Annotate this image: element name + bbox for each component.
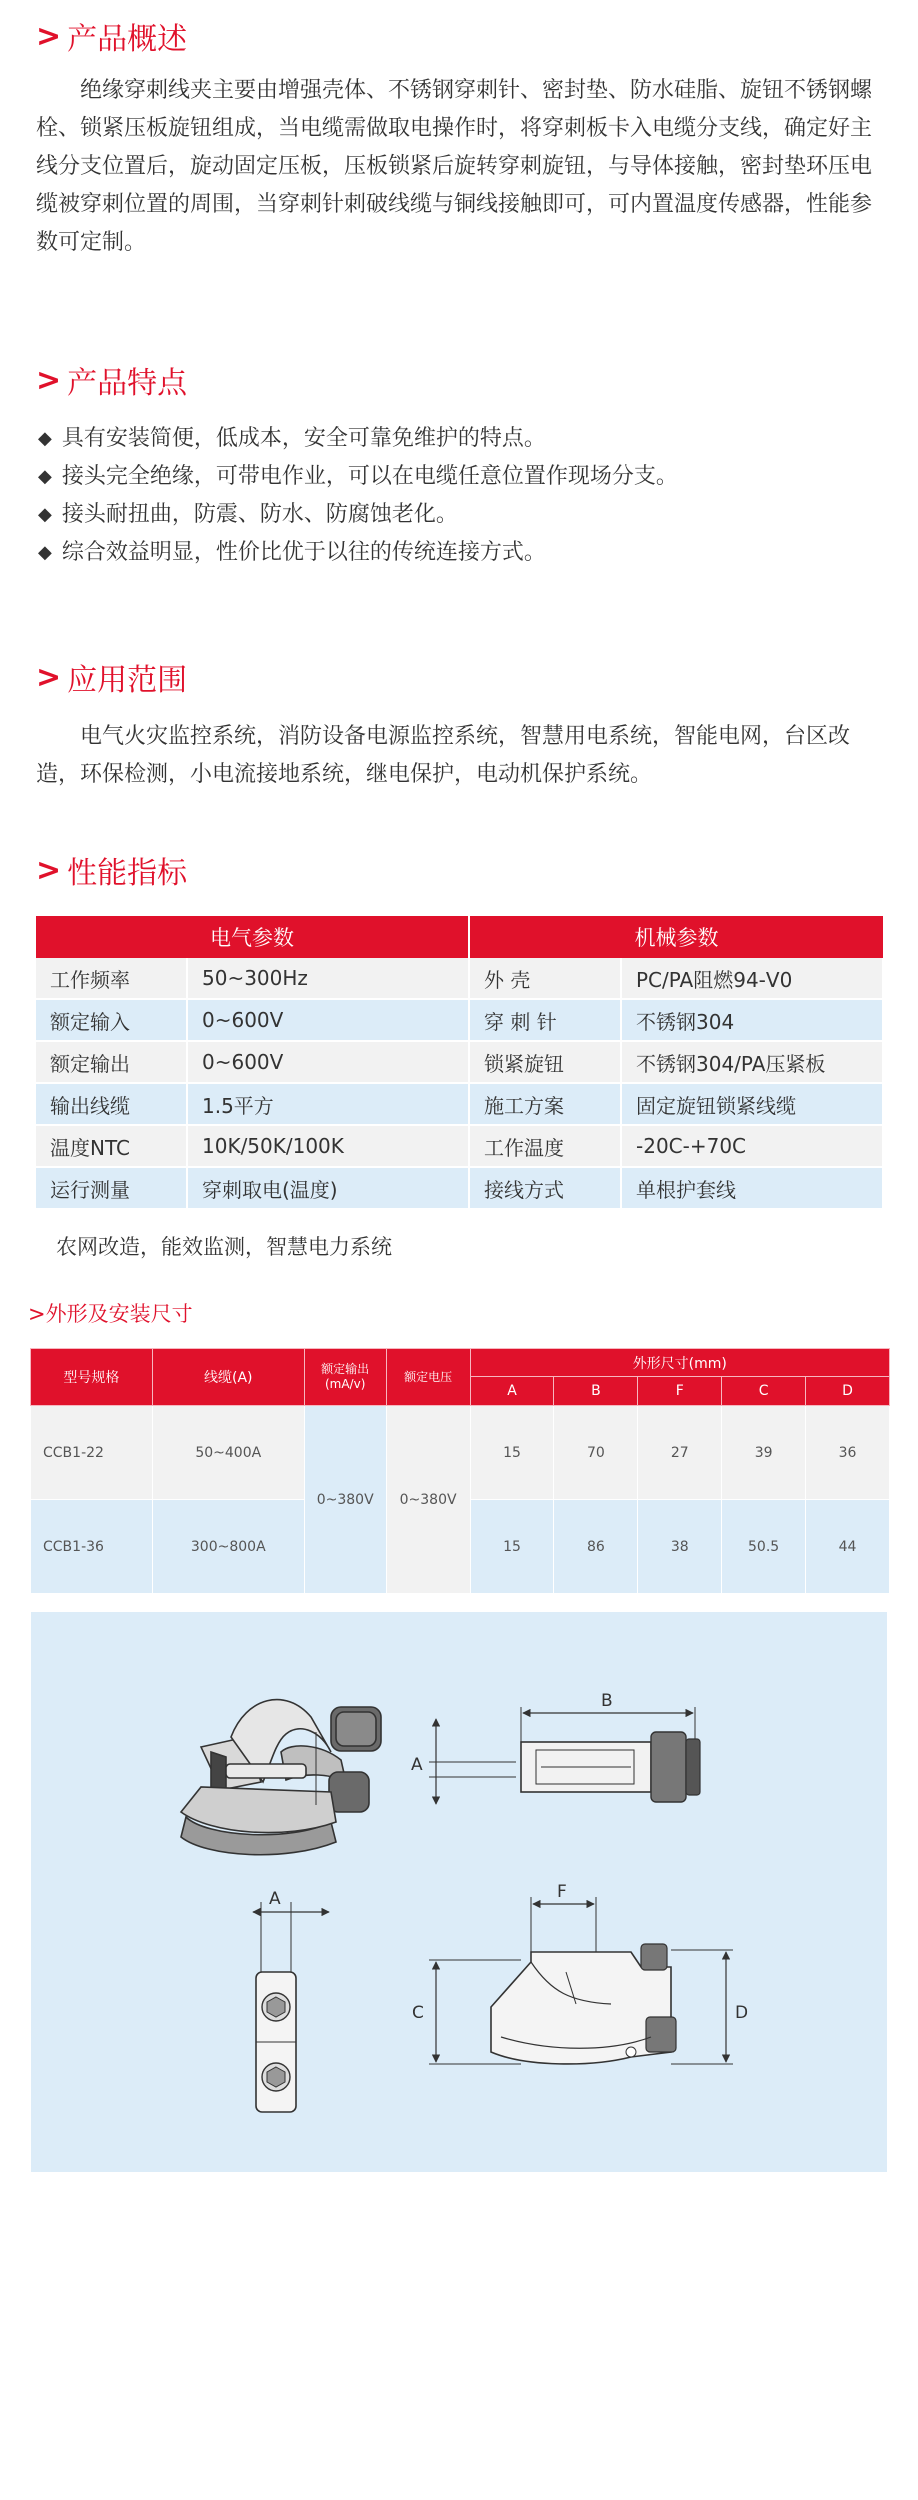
list-item	[38, 458, 678, 496]
cable-cell: 300~800A	[152, 1500, 304, 1594]
param-key: 温度NTC	[36, 1125, 187, 1167]
table-row	[36, 1125, 883, 1167]
param-value: 1.5平方	[187, 1083, 469, 1125]
dim-a-side-label: A	[411, 1755, 423, 1775]
param-value: 穿刺取电(温度)	[187, 1167, 469, 1209]
feature-text: 接头耐扭曲，防震、防水、防腐蚀老化。	[61, 502, 458, 527]
param-key: 外 壳	[469, 958, 621, 999]
chevron-right-icon: >	[36, 18, 62, 54]
table-row	[36, 958, 883, 999]
dim-b-cell: 70	[554, 1406, 638, 1500]
param-key: 施工方案	[469, 1083, 621, 1125]
feature-text: 综合效益明显，性价比优于以往的传统连接方式。	[61, 540, 546, 565]
list-item	[38, 420, 678, 458]
table-row	[36, 1083, 883, 1125]
dim-a-front-label: A	[269, 1889, 281, 1909]
dim-b-header: B	[554, 1377, 638, 1406]
param-key: 锁紧旋钮	[469, 1041, 621, 1083]
dim-a-cell: 15	[470, 1500, 554, 1594]
table-row	[36, 1167, 883, 1209]
param-key: 工作频率	[36, 958, 187, 999]
mechanical-params-header: 机械参数	[469, 916, 883, 958]
dim-d-cell: 36	[806, 1406, 890, 1500]
chevron-right-icon: >	[36, 362, 62, 398]
list-item	[38, 534, 678, 572]
param-key: 接线方式	[469, 1167, 621, 1209]
param-key: 工作温度	[469, 1125, 621, 1167]
table-row	[31, 1406, 890, 1500]
param-value: 10K/50K/100K	[187, 1125, 469, 1167]
param-value: -20C-+70C	[621, 1125, 883, 1167]
dim-c-label: C	[412, 2003, 424, 2023]
param-value: PC/PA阻燃94-V0	[621, 958, 883, 999]
dim-b-cell: 86	[554, 1500, 638, 1594]
dim-f-label: F	[557, 1882, 567, 1902]
dim-a-header: A	[470, 1377, 554, 1406]
performance-title	[36, 848, 187, 892]
param-value: 0~600V	[187, 1041, 469, 1083]
chevron-right-icon: >	[36, 659, 62, 695]
dim-d-cell: 44	[806, 1500, 890, 1594]
product-front-view	[253, 1889, 329, 2112]
dim-f-cell: 27	[638, 1406, 722, 1500]
overview-text: 绝缘穿刺线夹主要由增强壳体、不锈钢穿刺针、密封垫、防水硅脂、旋钮不锈钢螺栓、锁紧压板旋钮组成，当电缆需做取电操作时，将穿刺板卡入电缆分支线，确定好主线分支位置后，旋动固定压板，压板锁紧后旋转穿刺旋钮，与导体接触，密封垫环压电缆被穿刺位置的周围，当穿刺针刺破线缆与铜线接触即可，可内置温度传感器，性能参数可定制。	[36, 78, 873, 255]
overview-title-text: 产品概述	[67, 22, 188, 57]
param-key: 额定输出	[36, 1041, 187, 1083]
rated-voltage-header: 额定电压	[386, 1349, 470, 1406]
performance-title-text: 性能指标	[67, 856, 188, 891]
rated-voltage-cell: 0~380V	[386, 1406, 470, 1594]
model-header: 型号规格	[31, 1349, 153, 1406]
model-cell: CCB1-22	[31, 1406, 153, 1500]
rated-output-header: 额定输出(mA/v)	[304, 1349, 386, 1406]
dim-f-cell: 38	[638, 1500, 722, 1594]
feature-list	[38, 420, 678, 572]
param-value: 不锈钢304/PA压紧板	[621, 1041, 883, 1083]
features-title-text: 产品特点	[67, 366, 188, 401]
feature-text: 具有安装简便，低成本，安全可靠免维护的特点。	[61, 426, 546, 451]
diamond-bullet-icon: ◆	[38, 504, 52, 525]
dim-c-header: C	[722, 1377, 806, 1406]
rated-output-cell: 0~380V	[304, 1406, 386, 1594]
features-title	[36, 358, 187, 402]
dim-c-cell: 50.5	[722, 1500, 806, 1594]
application-text: 电气火灾监控系统，消防设备电源监控系统，智慧用电系统，智能电网，台区改造，环保检测，小电流接地系统，继电保护，电动机保护系统。	[36, 724, 851, 787]
dim-d-header: D	[806, 1377, 890, 1406]
cable-cell: 50~400A	[152, 1406, 304, 1500]
dimensions-title: >外形及安装尺寸	[28, 1302, 193, 1326]
table-row	[36, 999, 883, 1041]
product-3d-view	[181, 1700, 381, 1855]
model-cell: CCB1-36	[31, 1500, 153, 1594]
param-value: 不锈钢304	[621, 999, 883, 1041]
param-key: 穿 刺 针	[469, 999, 621, 1041]
application-title-text: 应用范围	[67, 663, 188, 698]
diamond-bullet-icon: ◆	[38, 542, 52, 563]
chevron-right-icon: >	[36, 852, 62, 888]
param-key: 额定输入	[36, 999, 187, 1041]
table-row	[36, 1041, 883, 1083]
outline-header: 外形尺寸(mm)	[470, 1349, 889, 1377]
dim-a-cell: 15	[470, 1406, 554, 1500]
param-value: 0~600V	[187, 999, 469, 1041]
dim-d-label: D	[735, 2003, 749, 2023]
dim-c-cell: 39	[722, 1406, 806, 1500]
param-value: 固定旋钮锁紧线缆	[621, 1083, 883, 1125]
overview-title	[36, 14, 187, 58]
diamond-bullet-icon: ◆	[38, 428, 52, 449]
param-key: 运行测量	[36, 1167, 187, 1209]
performance-table	[36, 916, 884, 1210]
param-value: 50~300Hz	[187, 958, 469, 999]
application-note: 农网改造，能效监测，智慧电力系统	[56, 1235, 392, 1259]
dimension-drawing-panel	[31, 1612, 887, 2172]
diamond-bullet-icon: ◆	[38, 466, 52, 487]
dimensions-table	[30, 1348, 890, 1594]
list-item	[38, 496, 678, 534]
electrical-params-header: 电气参数	[36, 916, 469, 958]
param-key: 输出线缆	[36, 1083, 187, 1125]
feature-text: 接头完全绝缘，可带电作业，可以在电缆任意位置作现场分支。	[61, 464, 678, 489]
dimension-drawing	[31, 1612, 887, 2172]
dim-f-header: F	[638, 1377, 722, 1406]
product-bottom-view	[412, 1882, 748, 2064]
cable-header: 线缆(A)	[152, 1349, 304, 1406]
param-value: 单根护套线	[621, 1167, 883, 1209]
application-title	[36, 655, 187, 699]
dim-b-label: B	[601, 1691, 613, 1711]
